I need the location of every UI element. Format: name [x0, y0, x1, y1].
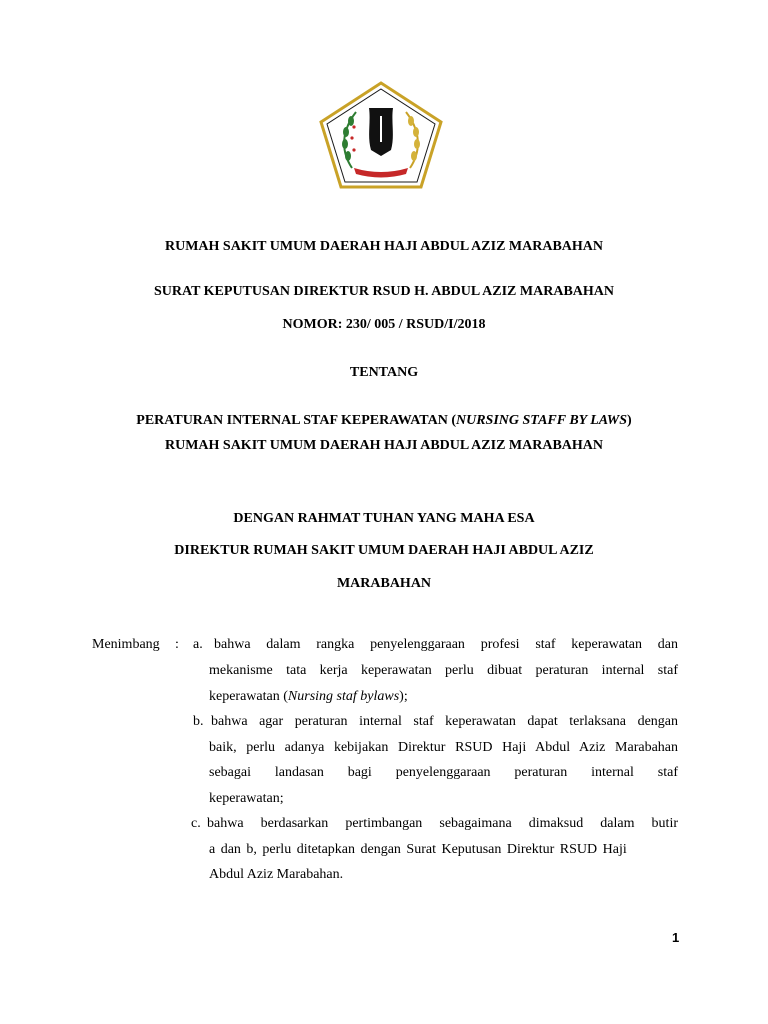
considering-label: Menimbang: [92, 637, 160, 652]
subject-heading-line2: RUMAH SAKIT UMUM DAERAH HAJI ABDUL AZIZ MARABAHAN: [164, 438, 604, 453]
decree-title-heading: SURAT KEPUTUSAN DIREKTUR RSUD H. ABDUL AZIZ MARABAHAN: [154, 284, 614, 299]
item-a-marker: a.: [193, 637, 203, 652]
item-a-line3: [209, 688, 408, 706]
item-b-line3: sebagai landasan bagi penyelenggaraan peraturan internal staf: [209, 765, 678, 780]
hospital-name-heading: RUMAH SAKIT UMUM DAERAH HAJI ABDUL AZIZ MARABAHAN: [164, 239, 604, 254]
item-a-line3-prefix: keperawatan (: [209, 689, 288, 704]
item-c-line1: bahwa berdasarkan pertimbangan sebagaimana dimaksud dalam butir: [207, 816, 678, 831]
subject-prefix: PERATURAN INTERNAL STAF KEPERAWATAN (: [136, 413, 456, 428]
director-heading-line2: MARABAHAN: [336, 576, 432, 591]
item-b-line1: bahwa agar peraturan internal staf keperawatan dapat terlaksana dengan: [211, 714, 678, 729]
about-heading: TENTANG: [349, 365, 419, 380]
subject-heading: [0, 412, 768, 430]
subject-italic: NURSING STAFF BY LAWS: [455, 413, 628, 428]
director-heading-line1: DIREKTUR RUMAH SAKIT UMUM DAERAH HAJI ABDUL AZIZ: [174, 543, 594, 558]
item-a-line3-suffix: );: [399, 689, 408, 704]
item-b-marker: b.: [193, 714, 204, 729]
page-number: 1: [672, 930, 680, 945]
hospital-emblem-logo: [318, 80, 444, 190]
blessing-heading: DENGAN RAHMAT TUHAN YANG MAHA ESA: [233, 511, 535, 526]
item-a-line1: bahwa dalam rangka penyelenggaraan profesi staf keperawatan dan: [214, 637, 678, 652]
subject-suffix: ): [627, 413, 632, 428]
item-a-line2: mekanisme tata kerja keperawatan perlu dibuat peraturan internal staf: [209, 663, 678, 678]
item-b-line2: baik, perlu adanya kebijakan Direktur RSUD Haji Abdul Aziz Marabahan: [209, 740, 678, 755]
item-c-line3: Abdul Aziz Marabahan.: [209, 867, 344, 882]
item-c-marker: c.: [191, 816, 201, 831]
considering-colon: :: [175, 637, 179, 652]
decree-number: NOMOR: 230/ 005 / RSUD/I/2018: [282, 317, 486, 332]
item-c-line2: a dan b, perlu ditetapkan dengan Surat Keputusan Direktur RSUD Haji: [209, 842, 627, 857]
item-b-line4: keperawatan;: [209, 791, 284, 806]
item-a-line3-italic: Nursing staf bylaws: [287, 689, 400, 704]
